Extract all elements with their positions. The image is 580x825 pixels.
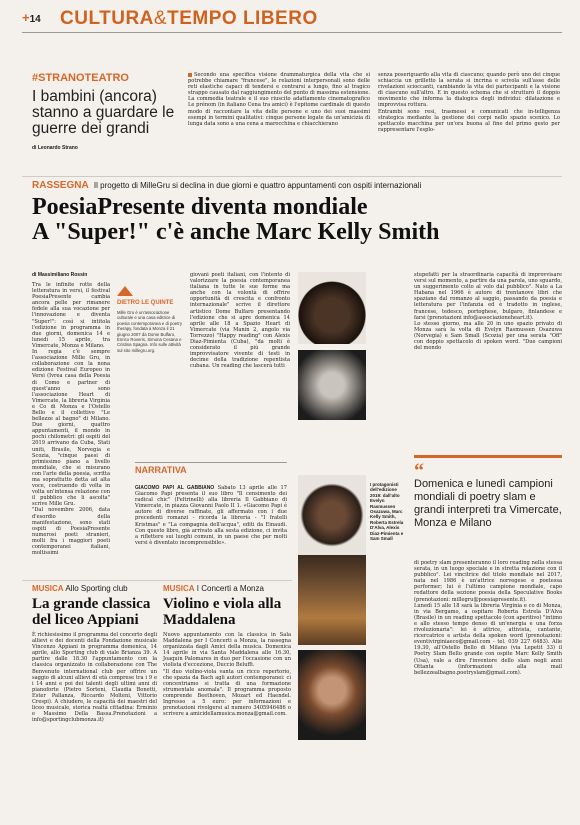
top-col2: senza poseriguardo alla vita di ciascuno; quando però uno dei cinque schiaccia un grilletto la serata si incrina e scivola sull'asse delle rivelazioni scioccanti, cambiando la vita dei partecipanti e la visione di ciascuno sull'altro. E in questo schema che si strutturò il doppio movimento che informa la dialogica degli individui: dilatazione e improvvisa rottura. Entrambi sono resi, trasmessi e comunicati che in-telligenza strategica mediante la gestione dei corpi nello spazio scenico. Lo spettacolo macchina per un'ora buona al fine del primo gesto per rappresentare l'esplo-	[378, 72, 560, 133]
top-article-head	[32, 72, 182, 151]
top-author: di Leonardo Strano	[32, 145, 78, 151]
photo-evelyn	[298, 272, 366, 344]
main-author: di Massimiliano Rossin	[32, 272, 88, 278]
photo-alexis	[298, 555, 366, 645]
top-col1: Secondo una specifica visione drammaturgica della vita che si potrebbe chiamare "francese", le relazioni interpersonali sono delle reti elastiche capaci di tendersi e contrarsi a lungo, fino al tragico strappo causato dal raggiungimento del punto di massima estensione. La commedia teatrale e il suo riuscito adattamento cinematografico Le prénom (in italiano Cena tra amici) è l'epitome cardinale di questo modo di raccontare la vita delle persone e uno dei suoi massimi esempi in termini qualitativi: cinque persone legate da un'amicizia di lunga data sono a una cena a marocchina e chiacchierano	[188, 72, 370, 127]
section-title: CULTURA&TEMPO LIBERO	[60, 8, 318, 29]
page-number: +14	[22, 10, 41, 25]
divider-bottom	[22, 580, 292, 581]
photo-sam	[298, 650, 366, 740]
music-left: MUSICA Allo Sporting club La grande classica del liceo Appiani È richiesissimo il programma del concerto degli allievi e dei docenti della Fondazione musicale Vincenzo Appiani in programma domenica, 14 aprile, allo Sporting club di viale Brianza 39. A partire dalle 18.30 l'appuntamento con la classica organizzato in collaborazione con The Benvenuto international club per offrire un saggio di alcuni allievi di età comprese tra i 9 e i 14 anni e poi dei talenti degli ultimi anni di pianoforte (Pietro Sorteni, Claudia Bonetti, Ester Pallanza, Riccardo Molteni, Vittorio Crespi). A chiudere, le capacità dei maestri del liceo musicale, storica realtà cittadina: Erminio e Massimo Della Bassa.Prenotazioni a info@sportingclubmonza.it)	[32, 584, 157, 724]
divider	[22, 176, 562, 177]
dietro-title: DIETRO LE QUINTE	[117, 300, 174, 306]
arrow-icon	[117, 286, 133, 296]
photo-marc	[298, 350, 366, 420]
main-col3b: di poetry slam presenteranno il loro reading nella stessa serata, in un luogo speciale e in stretta relazione con il pubblico". Lei vincitrice del titolo mondiale nel 2017, nata nel 1986 è un'attrice norvegese e poetessa performer; lui è l'ultimo campione mondiale, capo redattore della sezione poesia della Speculative Books (prenotazioni: millegru@poesiapresente.it). Lunedì 15 alle 18 sarà la libreria Virginia e co di Monza, in via Bergamo, a ospitare Roberta Estrela D'Alva (Brasile) in un reading spettacolo (con aperitivo) "intimo e allo stesso tempo denso di un'energia e una forza rivoluzionaria": lei è attrice, attivista, cantante, ricercatrice e artista della spoken word (prenotazioni: eventivirginiaeco@gmail.com - tel. 039 227 6483). Alle 19.30, all'Ostello Bello di Milano (via Lepetit 33) il Poetry Slam Bello grande con ospite Marc Kelly Smith (Usa), vale a dire l'inventore dello slam negli anni Ottanta (informazioni alla mail bellezzealbagno.poetryslam@gmail.com).	[414, 560, 562, 676]
photo-roberta	[298, 475, 366, 555]
main-col1: di Massimiliano Rossin Tra le infinite rotte della letteratura in versi, il festival PoesiaPresente cambia ancora pelle per rimanere fedele alla sua vocazione per l'innovazione e diventa "Super!": così si intitola l'edizione in programma in due giorni, domenica 14 e lunedì 15 aprile, tra Vimercate, Monza e Milano. In regia c'è sempre l'associazione Mille Gru, in collaborazione con la nona edizione Festival Europeo in Versi (Ivrea casa della Poesia di Como e partner di quest'anno sono l'associazione Heart di Vimercate, la libreria Virginia e Co di Monza e l'Ostello Bello e il collettivo "Le bellezze al bagno" di Milano. Due giorni, quattro appuntamenti, il mondo in pochi chilometri: gli ospiti del 2019 arrivano da Cuba, Stati uniti, Brasile, Norvegia e Scozia, "cinque paesi di primissimo piano a livello mondiale, che si misurano con l'arte della poesia, scritta ma soprattutto detta ad alta voce, costruendo di volta in volta un'intensa relazione con il pubblico che li ascolta" scrive Mille Gru. "Dal novembre 2006, data d'esordio della manifestazione, sono stati ospiti di PoesiaPresente numerosi poeti stranieri, molti fra i maggiori poeti contemporanei italiani, moltissimi	[32, 272, 110, 557]
dietro-box	[117, 286, 183, 353]
music-right: MUSICA I Concerti a Monza Violino e viola alla Maddalena Nuovo appuntamento con la classica in Sala Maddalena per I Concerti a Monza, la rassegna organizzata dagli Amici della musica. Domenica 14 aprile in via Santa Maddalena alle 16.30, Joaquin Palomares in duo per l'occasione con un violista d'eccezione, Duccio Beluffi. "Il duo violino-viola vanta un ricco repertorio, che spazia da Bach agli autori contemporanei: ci concentriamo si tratta di una formazione strumentale anomala". Il programma proposto comprende Beethoven, Mozart ed Haendel. Ingresso a 5 euro: per informazioni e prenotazioni rivolgersi al numero 3405946486 o scrivere a amicidellamusica.monza@gmail.com.	[163, 584, 291, 718]
page-header	[22, 8, 562, 33]
top-kicker: #STRANOTEATRO	[32, 72, 129, 84]
narrativa-label: NARRATIVA	[135, 462, 287, 475]
top-headline: I bambini (ancora) stanno a guardare le guerre dei grandi	[32, 88, 175, 137]
narrativa-box: NARRATIVA GIACOMO PAPI AL GABBIANO Sabato 13 aprile alle 17 Giacomo Papi presenta il suo libro "Il censimento dei radical chic" (Feltrinelli) alla libreria Il Gabbiano di Vimercate, in piazza Giovanni Paolo II 1. «Giacomo Papi è autore di diverse raffinate, gli affermato con i due precedenti romanzi - ricorda la libreria - "I fratelli Kristmas" e "La compagnia dell'acqua", editi da Einaudi. Con questo libro, già arrivato alla sesta edizione, ci invita a riflettere sui luoghi comuni, in un paese che per molti versi è diventato incomprensibile».	[135, 462, 287, 546]
pull-quote: “ Domenica e lunedì campioni mondiali di poetry slam e grandi interpreti tra Vimercate, Monza e Milano	[414, 455, 562, 530]
quote-icon: “	[414, 460, 424, 482]
rassegna-line: RASSEGNA Il progetto di MilleGru si declina in due giorni e quattro appuntamenti con ospiti internazionali	[32, 180, 422, 191]
main-headline: PoesiaPresente diventa mondiale A "Super!" c'è anche Marc Kelly Smith	[32, 194, 440, 245]
main-col3: stupefatti per la straordinaria capacità di improvvisare versi sul momento, a partire da una parola, uno sguardo, un suggerimento colto al volo dal pubblico". Nato a La Habana nel 1966 è autore di trentanove libri che spaziano dal romanzo al saggio, passando da poesia e letteratura per l'infanzia ed è tradotto in inglese, francese, tedesco, portoghese, bulgaro, finlandese e farsi (prenotazioni info@associazioneheart.it). Lo stesso giorno, ma alle 20 in uno spazio privato di Monza sarà la volta di Evelyn Rasmussen Osazuwa (Norvegia) e Sam Small (Scozia) per una serata "Off" con doppio spettacolo di spoken word. "Due campioni del mondo	[414, 272, 562, 352]
dietro-text: Mille Gru è un'associazione culturale e una casa editrice di poesia contemporanea e di poetry therapy, fondata a Monza il 21 giugno 2007 da Dome Bulfaro, Enrico Roveris, Simona Cesana e Cristina Spagna. Info sulle attività sul sito millegru.org.	[117, 310, 182, 353]
photo-caption: I protagonisti dell'edizione 2019: dall'alto Evelyn Rasmussen Osazuwa, Marc Kelly Smith, Roberta Estrela D'Alva, Alexis Diaz-Pimienta e Sam Small	[370, 482, 404, 542]
main-col2: giovani poeti italiani, con l'intento di valorizzare la poesia contemporanea italiana in tutte le sue forme ma anche con la volontà di offrire opportunità di crescita e confronto internazionale" scrive il direttore artistico Dome Bulfaro presentando l'edizione che si apre domenica 14 aprile alle 18 a Spazio Heart di Vimercate (via Manin 2, angolo via Torrezzo) "Happy reading" con Alexis Diaz-Pimienta (Cuba), "da molti è considerato il più grande improvvisatore vivente di testi in decime della tradizione repentista cubana. Un reading che lascerà tutti	[190, 272, 290, 370]
